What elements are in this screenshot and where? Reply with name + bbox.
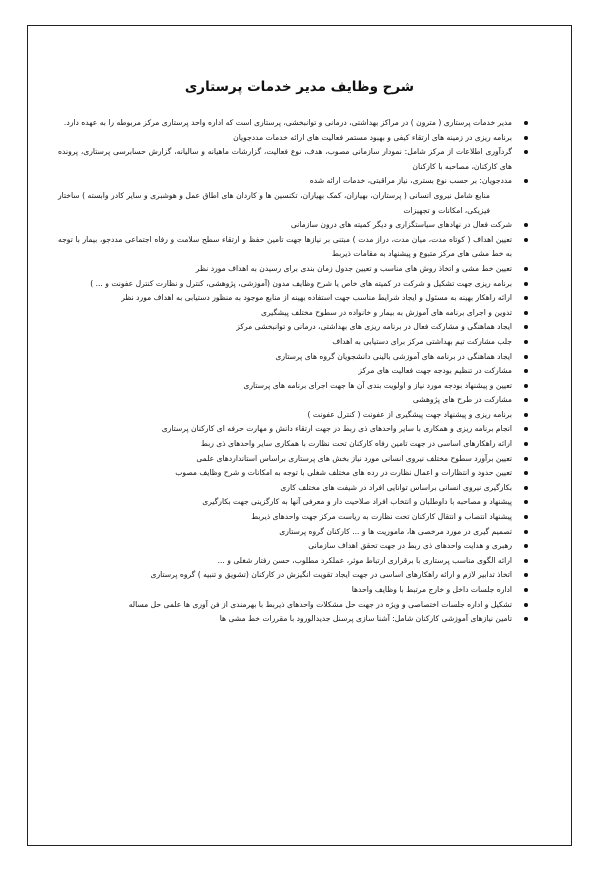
list-item xyxy=(58,408,528,423)
bullet-icon xyxy=(524,471,528,475)
bullet-icon xyxy=(524,150,528,154)
list-item-text: پیشنهاد و مصاحبه با داوطلبان و انتخاب افراد صلاحیت دار و معرفی آنها به کارگزینی جهت بکارگیری xyxy=(202,497,512,507)
list-item-text: ایجاد هماهنگی در برنامه های آموزشی بالینی دانشجویان گروه های پرستاری xyxy=(275,351,512,361)
bullet-icon xyxy=(524,282,528,286)
list-item-text: ارائه راهکارهای اساسی در جهت تامین رفاه کارکنان تحت نظارت با همکاری سایر واحدهای ذی ربط xyxy=(200,439,512,449)
bullet-icon xyxy=(524,369,528,373)
list-item xyxy=(58,291,528,306)
list-item-continuation xyxy=(58,189,528,218)
list-item xyxy=(58,481,528,496)
list-item xyxy=(58,364,528,379)
list-item xyxy=(58,306,528,321)
bullet-icon xyxy=(524,325,528,329)
bullet-icon xyxy=(524,588,528,592)
list-item-text: برنامه ریزی در زمینه های ارتقاء کیفی و بهبود مستمر فعالیت های ارائه خدمات مددجویان xyxy=(233,132,512,142)
bullet-icon xyxy=(524,136,528,140)
bullet-icon xyxy=(524,267,528,271)
list-item xyxy=(58,539,528,554)
list-item-text: اتخاذ تدابیر لازم و ارائه راهکارهای اساسی در جهت ایجاد تقویت انگیزش در کارکنان (تشویق و تنبیه ) گروه پرستاری xyxy=(150,570,512,580)
list-item-text: تعیین برآورد سطوح مختلف نیروی انسانی مورد نیاز بخش های پرستاری براساس استانداردهای علمی xyxy=(196,453,512,463)
list-item-text: مشارکت در طرح های پژوهشی xyxy=(412,395,512,405)
list-item-text: انجام برنامه ریزی و همکاری با سایر واحدهای ذی ربط در جهت ارتقاء دانش و مهارت حرفه ای کارکنان پرستاری xyxy=(161,424,512,434)
list-item xyxy=(58,320,528,335)
bullet-icon xyxy=(524,603,528,607)
list-item xyxy=(58,495,528,510)
list-item xyxy=(58,218,528,233)
list-item-text: بکارگیری نیروی انسانی براساس توانایی افراد در شیفت های مختلف کاری xyxy=(280,482,512,492)
bullet-icon xyxy=(524,486,528,490)
list-item xyxy=(58,612,528,627)
bullet-icon xyxy=(524,544,528,548)
list-item xyxy=(58,393,528,408)
list-item xyxy=(58,437,528,452)
list-item xyxy=(58,554,528,569)
bullet-icon xyxy=(524,223,528,227)
list-item xyxy=(58,422,528,437)
list-item-text: پیشنهاد انتصاب و انتقال کارکنان تحت نظارت به ریاست مرکز جهت واحدهای ذیربط xyxy=(251,512,512,522)
list-item-text: تصمیم گیری در مورد مرخصی ها، ماموریت ها و ... کارکنان گروه پرستاری xyxy=(279,526,512,536)
list-item-text: تشکیل و اداره جلسات اختصاصی و ویژه در جهت حل مشکلات واحدهای ذیربط با بهرمندی از فن آوری ها علمی حل مساله xyxy=(128,599,512,609)
bullet-icon xyxy=(524,530,528,534)
list-item-text: تدوین و اجرای برنامه های آموزش به بیمار و خانواده در سطوح مختلف پیشگیری xyxy=(261,307,512,317)
bullet-icon xyxy=(524,296,528,300)
list-item-text: اداره جلسات داخل و خارج مرتبط با وظایف واحدها xyxy=(351,585,512,594)
bullet-icon xyxy=(524,457,528,461)
bullet-icon xyxy=(524,355,528,359)
list-item xyxy=(58,145,528,174)
list-item xyxy=(58,379,528,394)
bullet-icon xyxy=(524,179,528,183)
list-item-text: برنامه ریزی و پیشنهاد جهت پیشگیری از عفونت ( کنترل عفونت ) xyxy=(307,409,512,419)
list-item xyxy=(58,452,528,467)
bullet-icon xyxy=(524,442,528,446)
list-item-text: گردآوری اطلاعات از مرکز شامل: نمودار سازمانی مصوب، هدف، نوع فعالیت، گزارشات ماهیانه و سالیانه، گزارش حسابرسی پرستاری، پرونده های کارکنان، مصاحبه با کارکنان xyxy=(58,147,512,171)
list-item xyxy=(58,583,528,598)
list-item-text: رهبری و هدایت واحدهای ذی ربط در جهت تحقق اهداف سازمانی xyxy=(308,541,512,551)
bullet-icon xyxy=(524,515,528,519)
bullet-icon xyxy=(524,121,528,125)
list-item-text: مددجویان: بر حسب نوع بستری، نیاز مراقبتی، خدمات ارائه شده xyxy=(309,176,512,186)
list-item-text: تعیین و پیشنهاد بودجه مورد نیاز و اولویت بندی آن ها جهت اجرای برنامه های پرستاری xyxy=(243,380,512,390)
bullet-icon xyxy=(524,398,528,402)
bullet-icon xyxy=(524,559,528,563)
bullet-icon xyxy=(524,238,528,242)
bullet-icon xyxy=(524,340,528,344)
list-item-text: ایجاد هماهنگی و مشارکت فعال در برنامه ریزی های بهداشتی، درمانی و توانبخشی مرکز xyxy=(236,322,512,332)
list-item xyxy=(58,116,528,131)
list-item xyxy=(58,174,528,189)
list-item-text: مدیر خدمات پرستاری ( مترون ) در مراکز بهداشتی، درمانی و توانبخشی، پرستاری است که اداره واحد پرستاری مرکز مربوطه را به عهده دارد. xyxy=(63,118,512,127)
bullet-icon xyxy=(524,573,528,577)
list-item xyxy=(58,466,528,481)
list-item xyxy=(58,568,528,583)
list-item-text: منابع شامل نیروی انسانی ( پرستاران، بهیاران، کمک بهیاران، تکنسین ها و کاردان های اطاق عمل و هوشبری و سایر کادر وابسته ) ساختار فیزیکی، امکانات و تجهیزات xyxy=(58,190,490,215)
list-item xyxy=(58,233,528,262)
bullet-icon xyxy=(524,384,528,388)
document-title: شرح وظایف مدیر خدمات پرستاری xyxy=(184,79,415,95)
list-item-text: تعیین اهداف ( کوتاه مدت، میان مدت، دراز مدت ) مبتنی بر نیازها جهت تامین حفظ و ارتقاء سطح سلامت و رفاه اجتماعی مددجو، بیمار با توجه به خط مشی های مرکز متبوع و پیشنهاد به مقامات ذیربط xyxy=(58,234,512,259)
bullet-icon xyxy=(524,617,528,621)
list-item xyxy=(58,598,528,613)
list-item-text: شرکت فعال در نهادهای سیاستگزاری و دیگر کمیته های درون سازمانی xyxy=(290,220,512,230)
list-item xyxy=(58,262,528,277)
list-item xyxy=(58,335,528,350)
bullet-icon xyxy=(524,311,528,315)
list-item-text: تامین نیازهای آموزشی کارکنان شامل: آشنا سازی پرسنل جدیدالورود با مقررات خط مشی ها xyxy=(219,614,512,624)
bullet-icon xyxy=(524,413,528,417)
bullet-icon xyxy=(524,427,528,431)
list-item-text: تعیین خط مشی و اتخاذ روش های مناسب و تعیین جدول زمان بندی برای رسیدن به اهداف مورد نظر xyxy=(195,263,512,273)
list-item-text: مشارکت در تنظیم بودجه جهت فعالیت های مرکز xyxy=(358,366,512,376)
bullet-icon xyxy=(524,500,528,504)
list-item-text: ارائه الگوی مناسب پرستاری با برقراری ارتباط موثر، عملکرد مطلوب، حسن رفتار شغلی و ... xyxy=(217,555,512,565)
list-item-text: برنامه ریزی جهت تشکیل و شرکت در کمیته های خاص یا شرح وظایف مدون (آموزشی، پژوهشی، کنترل و نظارت کنترل عفونت و ... ) xyxy=(90,278,512,288)
list-item xyxy=(58,131,528,146)
list-item xyxy=(58,350,528,365)
list-item-text: ارائه راهکار بهینه به مسئول و ایجاد شرایط مناسب جهت استفاده بهینه از منابع موجود به منظور دستیابی به اهداف مورد نظر xyxy=(121,293,512,303)
list-item xyxy=(58,525,528,540)
list-item-text: جلب مشارکت تیم بهداشتی مرکز برای دستیابی به اهداف xyxy=(332,336,512,346)
list-item-text: تعیین حدود و انتظارات و اعمال نظارت در رده های مختلف شغلی با توجه به امکانات و شرح وظایف مصوب xyxy=(175,468,512,478)
list-item xyxy=(58,277,528,292)
list-item xyxy=(58,510,528,525)
duties-list xyxy=(58,116,528,627)
